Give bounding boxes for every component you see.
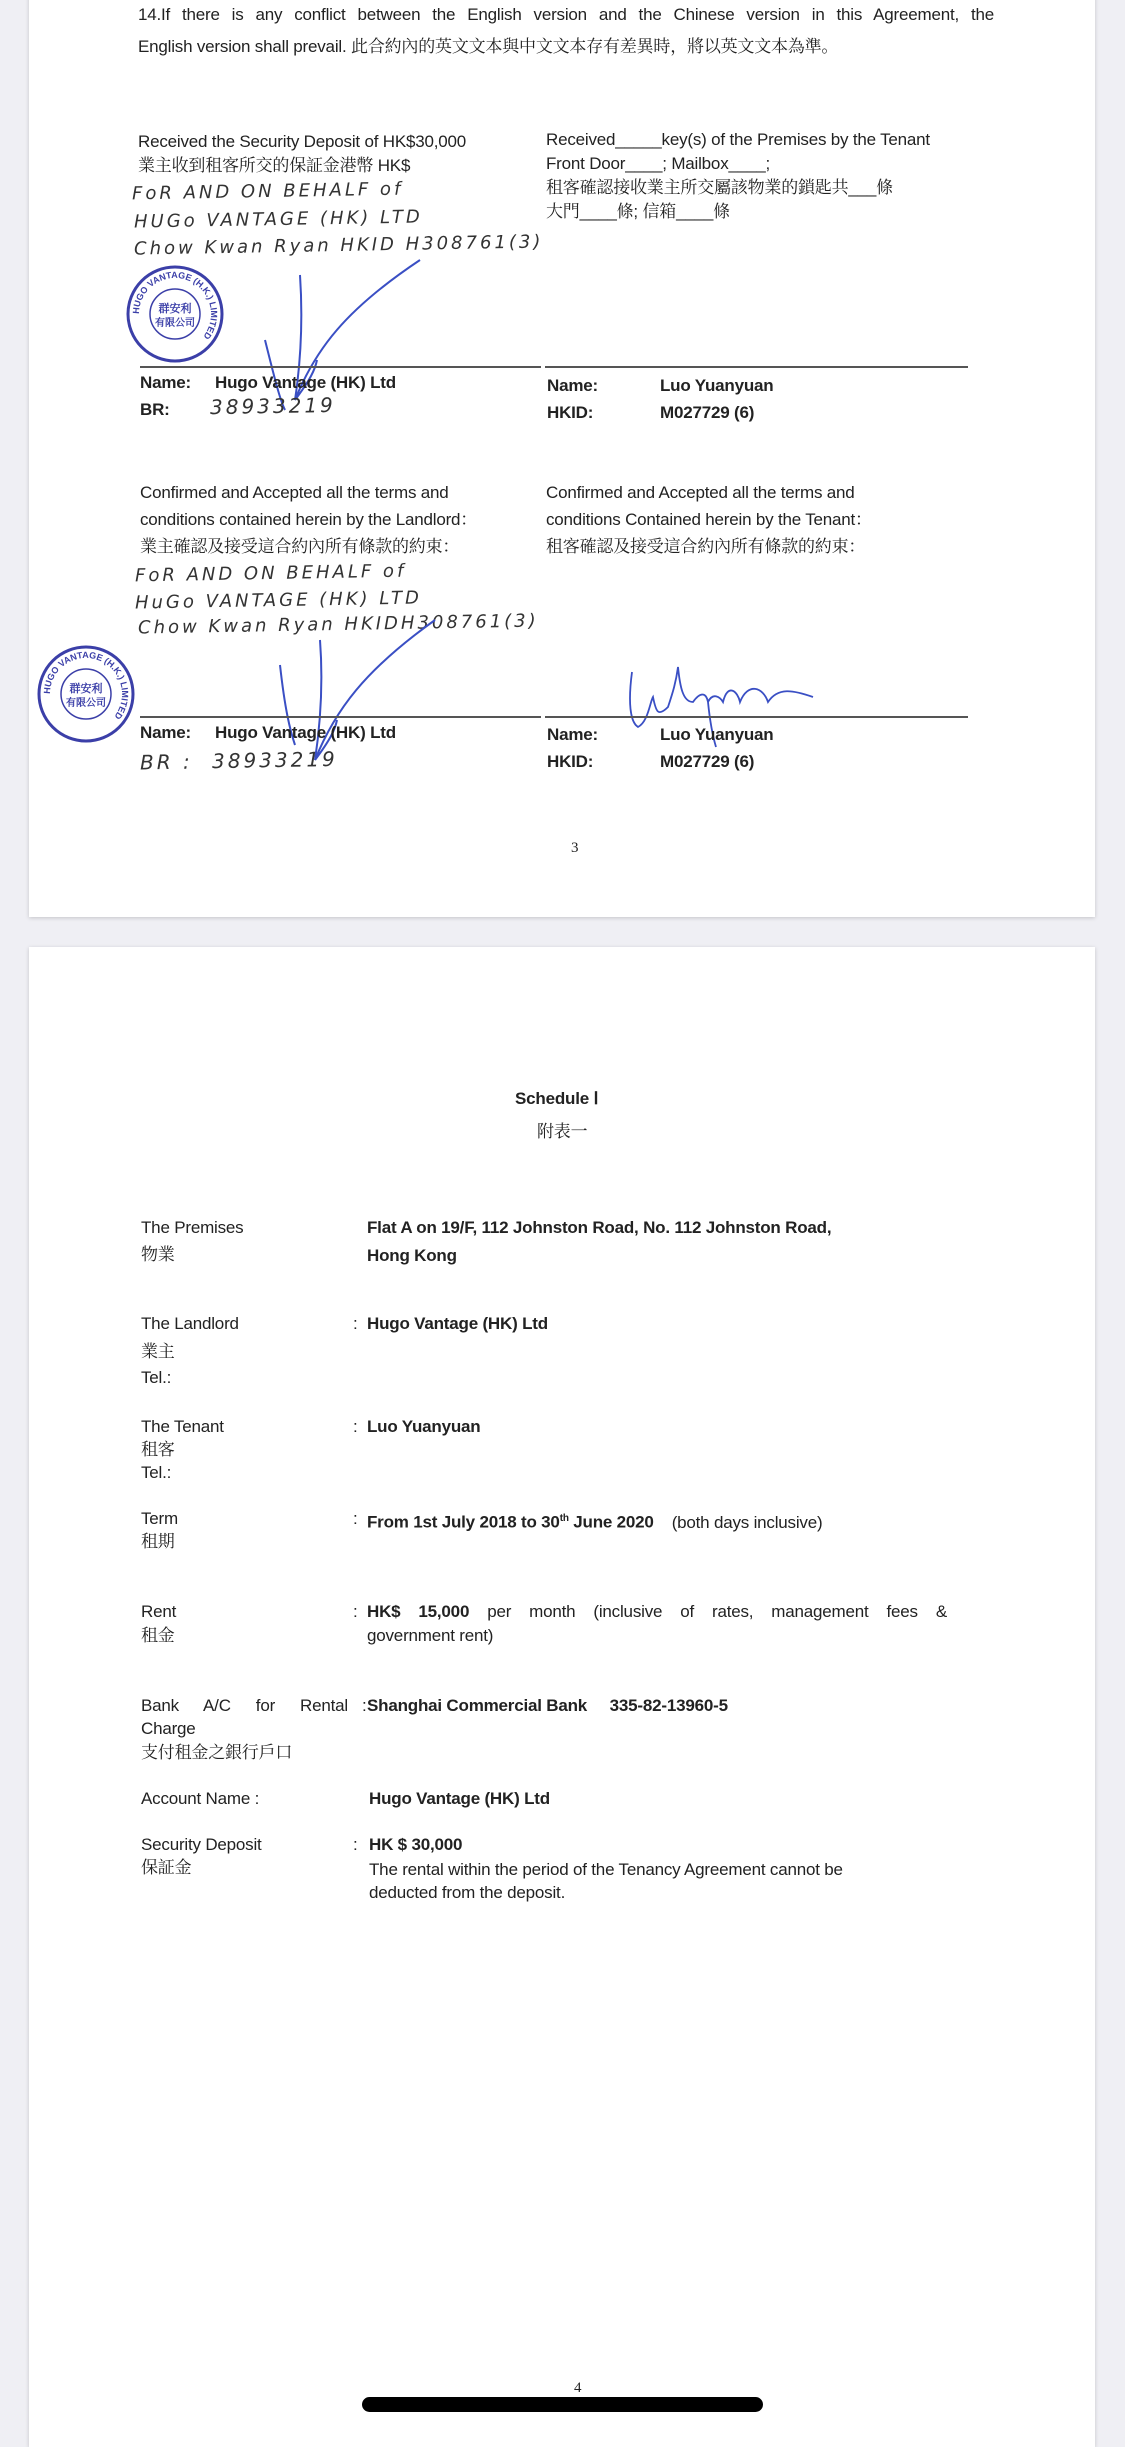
deposit-receipt-zh: 業主收到租客所交的保証金港幣 HK$ [138, 156, 411, 175]
keys-receipt-line-4: 大門____條; 信箱____條 [546, 202, 730, 221]
tenant-confirm-line-1: Confirmed and Accepted all the terms and [546, 483, 855, 502]
account-name-value: Hugo Vantage (HK) Ltd [369, 1789, 550, 1808]
tenant-name: Luo Yuanyuan [660, 376, 774, 395]
svg-text:群安利: 群安利 [158, 303, 192, 315]
keys-receipt-line-3: 租客確認接收業主所交屬該物業的鎖匙共___條 [546, 178, 893, 197]
account-name-label: Account Name : [141, 1789, 260, 1808]
term-dates-start: From 1st July 2018 to 30 [367, 1512, 560, 1532]
rent-label: Rent [141, 1602, 177, 1621]
tenant-confirm-line-3: 租客確認及接受這合約內所有條款的約束： [546, 537, 866, 556]
page-number: 4 [574, 2380, 582, 2396]
premises-value: Flat A on 19/F, 112 Johnston Road, No. 112 Johnston Road, [367, 1218, 832, 1237]
signature-line-tenant [545, 716, 968, 718]
name-label: Name: [547, 725, 598, 744]
premises-label-zh: 物業 [141, 1245, 175, 1264]
br-label: BR: [140, 400, 170, 419]
company-stamp-icon [36, 644, 136, 744]
bank-label-2: Charge [141, 1719, 196, 1738]
signature-line-landlord [140, 716, 541, 718]
schedule-title-zh: 附表一 [537, 1122, 588, 1141]
bank-label-zh: 支付租金之銀行戶口 [141, 1743, 293, 1762]
landlord-label: The Landlord [141, 1314, 239, 1333]
landlord-label-zh: 業主 [141, 1342, 175, 1361]
term-label-zh: 租期 [141, 1532, 175, 1551]
company-stamp-icon [125, 264, 225, 364]
colon: : [353, 1314, 358, 1333]
tenant-confirm-line-2: conditions Contained herein by the Tenant： [546, 510, 872, 529]
handwritten-line-3: Chow Kwan Ryan HKID H308761(3) [133, 231, 544, 260]
clause-14-line-1: 14.If there is any conflict between the English version and the Chinese version in this Agreement, the [138, 5, 994, 24]
handwritten-line-3: Chow Kwan Ryan HKIDH308761(3) [137, 610, 539, 639]
landlord-confirm-line-1: Confirmed and Accepted all the terms and [140, 483, 449, 502]
hkid-label: HKID: [547, 752, 594, 771]
br-label-handwritten: BR : [139, 749, 193, 775]
handwritten-line-2: HUGo VANTAGE (HK) LTD [133, 206, 423, 233]
page-number: 3 [571, 840, 579, 856]
name-label: Name: [547, 376, 598, 395]
landlord-name: Hugo Vantage (HK) Ltd [215, 723, 396, 742]
rent-description: per month (inclusive of rates, management fees & [469, 1602, 947, 1621]
colon: : [362, 1696, 367, 1715]
tenant-hkid: M027729 (6) [660, 403, 755, 422]
landlord-name: Hugo Vantage (HK) Ltd [215, 373, 396, 392]
svg-text:群安利: 群安利 [69, 683, 103, 695]
signature-line-tenant [545, 366, 968, 368]
br-number-handwritten: 38933219 [209, 392, 336, 420]
svg-text:有限公司: 有限公司 [155, 318, 195, 329]
rent-label-zh: 租金 [141, 1626, 175, 1645]
home-indicator[interactable] [362, 2397, 763, 2412]
landlord-confirm-line-2: conditions contained herein by the Landlord： [140, 510, 478, 529]
handwritten-line-1: FoR AND ON BEHALF of [134, 560, 407, 587]
svg-text:HUGO VANTAGE (H.K.) LIMITED: HUGO VANTAGE (H.K.) LIMITED [41, 649, 131, 722]
rent-amount: HK$ 15,000 [367, 1602, 470, 1621]
rent-value [367, 1601, 947, 1623]
deposit-note: The rental within the period of the Tenancy Agreement cannot be [369, 1860, 843, 1879]
handwritten-line-1: FoR AND ON BEHALF of [131, 178, 404, 205]
colon: : [353, 1602, 358, 1621]
term-superscript: th [559, 1513, 569, 1524]
landlord-tel-label: Tel.: [141, 1368, 172, 1387]
landlord-confirm-line-3: 業主確認及接受這合約內所有條款的約束： [140, 537, 460, 556]
keys-receipt-line-2: Front Door____; Mailbox____; [546, 154, 771, 173]
clause-14-line-2: English version shall prevail. 此合約內的英文文本與中文文本存有差異時，將以英文文本為準。 [138, 37, 839, 56]
tenant-tel-label: Tel.: [141, 1463, 172, 1482]
deposit-value: HK $ 30,000 [369, 1835, 463, 1854]
term-note: (both days inclusive) [671, 1512, 823, 1532]
keys-receipt-line-1: Received_____key(s) of the Premises by the Tenant [546, 130, 930, 149]
landlord-value: Hugo Vantage (HK) Ltd [367, 1314, 548, 1333]
bank-value: Shanghai Commercial Bank 335-82-13960-5 [367, 1696, 728, 1715]
colon: : [353, 1835, 358, 1854]
term-value [367, 1508, 822, 1534]
name-label: Name: [140, 723, 191, 742]
signature-line-landlord [140, 366, 541, 368]
tenant-label: The Tenant [141, 1417, 224, 1436]
term-dates-end: June 2020 [568, 1512, 654, 1532]
br-number-handwritten: 38933219 [211, 746, 338, 774]
deposit-label-zh: 保証金 [141, 1858, 192, 1877]
name-label: Name: [140, 373, 191, 392]
term-label: Term [141, 1509, 178, 1528]
rent-value-2: government rent) [367, 1626, 494, 1645]
tenant-hkid: M027729 (6) [660, 752, 755, 771]
premises-value-2: Hong Kong [367, 1246, 457, 1265]
tenant-label-zh: 租客 [141, 1440, 175, 1459]
tenant-value: Luo Yuanyuan [367, 1417, 481, 1436]
svg-text:HUGO VANTAGE (H.K.) LIMITED: HUGO VANTAGE (H.K.) LIMITED [130, 269, 220, 342]
deposit-receipt-en: Received the Security Deposit of HK$30,000 [138, 132, 467, 151]
premises-label: The Premises [141, 1218, 244, 1237]
deposit-label: Security Deposit [141, 1835, 262, 1854]
svg-text:有限公司: 有限公司 [66, 698, 106, 709]
schedule-title: Schedule Ⅰ [515, 1089, 599, 1108]
colon: : [353, 1509, 358, 1528]
deposit-note-2: deducted from the deposit. [369, 1883, 566, 1902]
handwritten-line-2: HuGo VANTAGE (HK) LTD [134, 587, 423, 614]
hkid-label: HKID: [547, 403, 594, 422]
bank-label: Bank A/C for Rental [141, 1696, 348, 1715]
tenant-name: Luo Yuanyuan [660, 725, 774, 744]
colon: : [353, 1417, 358, 1436]
